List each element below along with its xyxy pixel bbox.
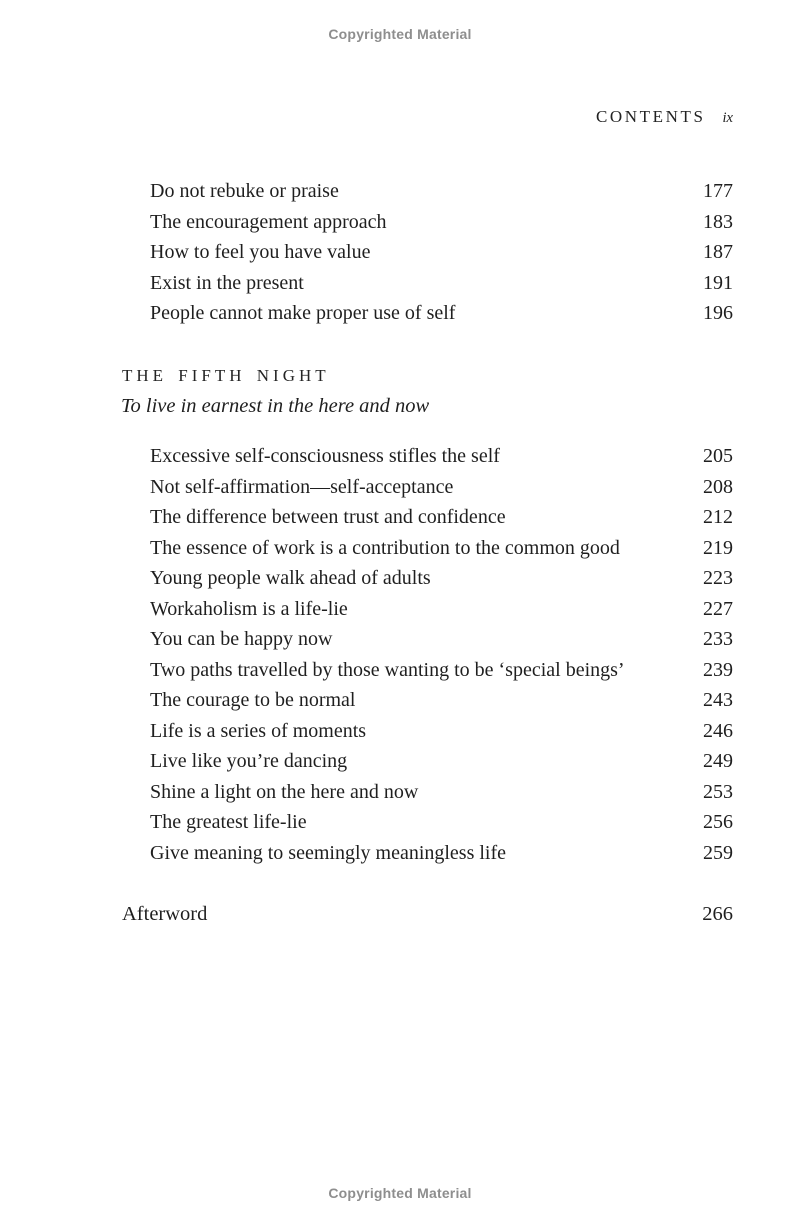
toc-entry-title: The difference between trust and confidence [150, 506, 506, 528]
toc-entry [150, 176, 733, 207]
toc-entry [150, 472, 733, 503]
toc-entry [150, 838, 733, 869]
toc-entry-page: 246 [703, 719, 733, 742]
toc-entry-page: 256 [703, 811, 733, 833]
toc-entry-page: 253 [703, 780, 733, 803]
toc-entry-page: 196 [703, 302, 733, 324]
toc-entry-title: The essence of work is a contribution to the common good [150, 536, 620, 559]
toc-entry-title: Exist in the present [150, 271, 304, 294]
copyright-banner-top: Copyrighted Material [328, 26, 472, 42]
page-number-folio: ix [722, 110, 733, 126]
toc-entry-page: 249 [703, 750, 733, 772]
toc-entry-page: 223 [703, 567, 733, 589]
toc-entry-page: 259 [703, 841, 733, 864]
toc-entry-title: Life is a series of moments [150, 719, 367, 742]
toc-entry-page: 205 [703, 445, 733, 467]
toc-entry [150, 441, 733, 472]
toc-entry-title: Shine a light on the here and now [150, 780, 419, 803]
toc-entry-title: Not self-affirmation—self-acceptance [150, 475, 454, 498]
toc-entry-page: 212 [703, 506, 733, 528]
toc-entry-title: Give meaning to seemingly meaningless life [150, 841, 507, 864]
toc-entry-page: 177 [703, 180, 733, 202]
copyright-banner-bottom: Copyrighted Material [328, 1185, 472, 1201]
toc-entry-page: 266 [702, 903, 733, 925]
toc-entry-page: 183 [703, 210, 733, 233]
toc-entry [150, 533, 733, 564]
toc-entry-title: The courage to be normal [150, 689, 356, 711]
toc-entry [150, 624, 733, 655]
toc-entry [150, 777, 733, 808]
toc-entry-title: You can be happy now [150, 628, 333, 650]
toc-entry-afterword [122, 899, 733, 930]
toc-entry-title: The greatest life-lie [150, 811, 307, 833]
toc-section-entries-fifth-night [150, 441, 733, 868]
toc-entry-title: Two paths travelled by those wanting to be ‘special beings’ [150, 658, 625, 681]
toc-section-subtitle: To live in earnest in the here and now [121, 395, 430, 417]
toc-entry-page: 233 [703, 628, 733, 650]
toc-entry-page: 243 [703, 689, 733, 711]
toc-entry-page: 208 [703, 475, 733, 498]
running-head-title: CONTENTS [595, 107, 706, 126]
toc-entry [150, 563, 733, 594]
toc-entry [150, 716, 733, 747]
toc-entry-page: 239 [703, 658, 733, 681]
toc-entry [150, 746, 733, 777]
running-head [596, 107, 733, 127]
toc-section-heading: THE FIFTH NIGHT [122, 366, 330, 385]
toc-entry-page: 227 [703, 597, 733, 620]
toc-entry-page: 187 [703, 241, 733, 263]
toc-entry [150, 268, 733, 299]
toc-entry-page: 191 [703, 271, 733, 294]
toc-entry-title: Live like you’re dancing [150, 750, 348, 772]
toc-entry-page: 219 [703, 536, 733, 559]
toc-entry [150, 685, 733, 716]
toc-entry [150, 594, 733, 625]
toc-entry [150, 298, 733, 329]
toc-entry [150, 655, 733, 686]
toc-entry-title: People cannot make proper use of self [150, 302, 456, 324]
toc-entry-title: Do not rebuke or praise [150, 180, 339, 202]
toc-entry-title: Workaholism is a life-lie [150, 597, 348, 620]
toc-entry-title: Afterword [122, 903, 208, 925]
toc-entry [150, 237, 733, 268]
toc-entry-title: Young people walk ahead of adults [150, 567, 431, 589]
toc-entry [150, 807, 733, 838]
toc-entry [150, 207, 733, 238]
toc-section-entries-continued [150, 176, 733, 329]
toc-entry-title: How to feel you have value [150, 241, 371, 263]
toc-entry [150, 502, 733, 533]
toc-entry-title: The encouragement approach [150, 210, 387, 233]
toc-entry-title: Excessive self-consciousness stifles the self [150, 445, 500, 467]
